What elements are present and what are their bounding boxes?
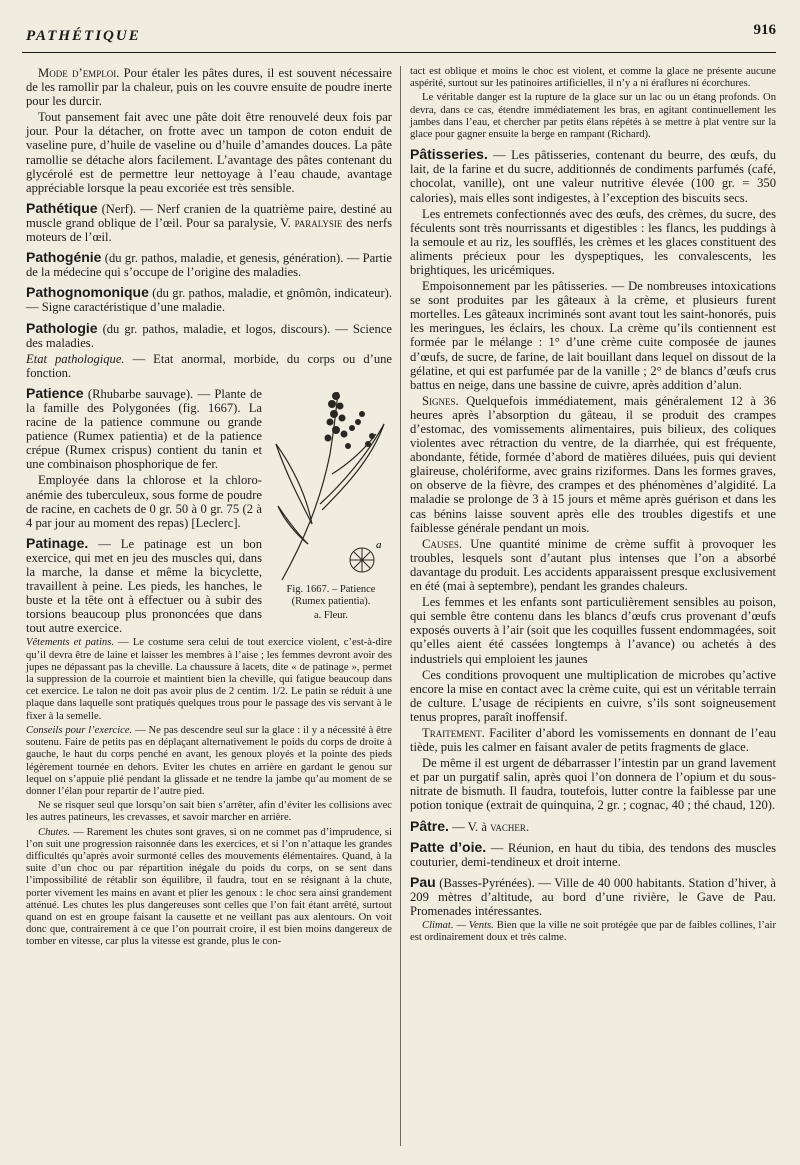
causes-paragraph-3: Ces conditions provoquent une multiplication de microbes qu’active encore la mise en contact avec la crème cuite, qui est un véritable terrain de culture. L’usage de récipients en cuivre, s’ils sont soigneusement tenus propres, paraît inoffensif. [410, 667, 776, 724]
traitement-paragraph [410, 726, 776, 754]
entry-pathetique [26, 201, 392, 244]
climat-text: Bien que la ville ne soit protégée que par de faibles collines, l’air est ordinairement doux et très calme. [410, 920, 776, 944]
conseils-paragraph-2: Ne se risquer seul que lorsqu’on sait bien s’arrêter, afin d’éviter les collisions avec les autres patineurs, les crevasses, et savoir marcher en arrière. [26, 800, 392, 824]
traitement-text: Faciliter d’abord les vomissements en donnant de l’eau tiède, puis les calmer en faisant avaler de petits fragments de glace. [410, 725, 776, 755]
entry-pathognomonique [26, 285, 392, 314]
pau-text: (Basses-Pyrénées). — Ville de 40 000 habitants. Station d’hiver, à 209 mètres d’altitude, au bord d’une rivière, le Gave de Pau. Promenades intéressantes. [410, 875, 776, 918]
headword-patre: Pâtre. [410, 817, 449, 834]
headword-pathogenie: Pathogénie [26, 249, 102, 266]
patinage-text: — Le patinage est un bon exercice, qui met en jeu des muscles qui, dans la marche, la danse et même la bicyclette, travaillent à peine. Les pieds, les hanches, le buste et la tête ont à effectuer ou à subir des torsions beaucoup plus prononcées que dans tout autre exercice. [26, 536, 262, 636]
climat-label: Climat. [422, 920, 454, 932]
headword-pathognomonique: Pathognomonique [26, 284, 149, 301]
entremets-paragraph: Les entremets confectionnés avec des œufs, des crèmes, du sucre, des féculents sont très nourrissants et digestibles : les flancs, les puddings à la semoule et au riz, les soufflés, les crèmes et les glaces constituent des aliments précieux pour les dyspeptiques, les convalescents, les brightiques, les uricémiques. [410, 206, 776, 277]
figure-caption: Fig. 1667. – Patience (Rumex patientia). [286, 583, 376, 607]
mode-emploi-text: Pour étaler les pâtes dures, il est souvent nécessaire de les ramollir par la chaleur, puis on les couvre ensuite de poudre inerte pour les durcir. [26, 66, 392, 109]
right-column [410, 66, 776, 947]
conseils-text: — Ne pas descendre seul sur la glace : il y a nécessité à être soutenu. Faire de petits pas en déplaçant alternativement le poids du corps de droite à gauche, le haut du corps penché en avant, les genoux ployés et la pointe des pieds légèrement tournée en dehors. Eviter les chutes en arrière en gardant le genou sur lequel on s’appuie plié pendant la glissade et ne tendre la jambe qu’au moment de se donner l’élan pour repartir de l’autre pied. [26, 724, 393, 797]
entry-patre [410, 819, 776, 834]
entry-pathogenie [26, 250, 392, 279]
empoisonnement-text: — De nombreuses intoxications se sont produites par les gâteaux à la crème, et plusieurs furent mortelles. Les gâteaux incriminés sont avant tout les saint-honorés, puis les meringues, les éclairs, les choux. La crème qu’ils contiennent est formée par le mélange : 1° d’une crème cuite composée de jaunes d’œufs, de sucre, de farine, de lait bouillant dans lequel on dissout de la gélatine, et qui est parfumée par de la vanille ; 2° de blancs d’œufs crus battus en neige, dans une bassine de cuivre, après addition d’alun. [410, 279, 776, 392]
chutes-label: Chutes. [38, 826, 71, 838]
causes-paragraph [410, 537, 776, 593]
causes-label: Causes. [422, 536, 463, 551]
danger-paragraph: Le véritable danger est la rupture de la glace sur un lac ou un étang profonds. On devra, dans ce cas, étendre immédiatement les bras, en agitant continuellement les jambes dans l’eau, et chercher par petits élans répétés à se mettre à plat ventre sur la glace pour gagner ensuite la berge en rampant (Richard). [410, 92, 776, 141]
column-divider [400, 66, 401, 1146]
traitement-paragraph-2: De même il est urgent de débarrasser l’intestin par un grand lavement et par un purgatif salin, après quoi l’on donnera de l’opium et du sous-nitrate de bismuth. Il faudra, toutefois, lutter contre la faiblesse par une potion tonique (extrait de quinquina, 2 gr. ; cognac, 40 ; thé chaud, 120). [410, 756, 776, 813]
conseils-paragraph [26, 725, 392, 798]
patre-text: — V. à [448, 819, 491, 834]
figure-letter-a: a [376, 538, 382, 551]
vetements-label: Vêtements et patins. [26, 637, 114, 649]
signes-text: Quelquefois immédiatement, mais généralement 12 à 36 heures après l’absorption du gâteau, il se produit des crampes d’estomac, des vomissements alimentaires, puis bilieux, des coliques violentes avec rétraction du ventre, de la diarrhée, qui est fréquente, abondante, fétide, formée d’abord de matières diluées, puis qui devient glaireuse, cholériforme, avec grains riziformes. Dans les formes graves, on observe de la fièvre, des crampes et des phénomènes d’algidité. La maladie se prolonge de 3 à 15 jours et même après guérison et dans les cas bénins laisse souvent après elle des troubles digestifs et une faiblesse générale pendant un mois. [410, 393, 776, 535]
pathetique-text: (Nerf). — Nerf cranien de la quatrième paire, destiné au muscle grand oblique de l’œil. Pour sa paralysie, V. [26, 201, 392, 230]
headword-pathetique: Pathétique [26, 199, 98, 216]
patre-cross-ref: vacher [490, 819, 526, 834]
vetements-text: — Le costume sera celui de tout exercice violent, c’est-à-dire qu’il devra être de laine et laisser les membres à l’aise ; les femmes devront avoir des jupes ne dépassant pas la cheville. La chaussure à lacets, dite « de patinage », permet la suppression de la courroie et maintient bien la cheville, qui fatigue beaucoup dans cet exercice. Le talon ne doit pas avoir plus de 2 centim. 1/2. Le patin se réduit à une plaque dans laquelle sont pratiqués quelques trous pour le passage des vis servant à le fixer à la semelle. [26, 637, 392, 722]
headword-patte-doie: Patte d’oie. [410, 838, 487, 855]
figure-subcaption: a. Fleur. [313, 609, 349, 621]
headword-patisseries: Pâtisseries. [410, 146, 488, 163]
figure-1667 [270, 384, 392, 624]
mode-emploi-paragraph [26, 66, 392, 108]
pathetique-cross-ref: paralysie [294, 215, 343, 230]
empoisonnement-paragraph [410, 279, 776, 392]
entry-patisseries [410, 147, 776, 204]
pathetique-tail: des nerfs moteurs de l’œil. [26, 215, 392, 245]
etat-text: — Etat anormal, morbide, du corps ou d’une fonction. [26, 351, 393, 380]
mode-emploi-label: Mode d’emploi. [38, 66, 120, 80]
pansement-paragraph: Tout pansement fait avec une pâte doit être renouvelé deux fois par jour. Pour la détacher, on frotte avec un tampon de coton enduit de vaseline pure, d’huile de vaseline ou d’huile d’amandes douces. La pâte ramollie se détache alors facilement. L’avantage des pâtes contenant du glycérolé est de permettre leur nettoyage à l’eau chaude, avantage appréciable lorsque la peau excoriée est très sensible. [26, 110, 392, 195]
chutes-paragraph [26, 827, 392, 949]
traitement-label: Traitement. [422, 725, 485, 740]
entry-patte-doie [410, 840, 776, 869]
etat-label: Etat pathologique. [26, 351, 125, 366]
conseils-label: Conseils pour l’exercice. [26, 724, 133, 736]
empoisonnement-label: Empoisonnement par les pâtisseries. [422, 279, 608, 294]
causes-paragraph-2: Les femmes et les enfants sont particulièrement sensibles au poison, qui semble être contenu dans les blancs d’œufs crus provenant d’œufs exposés ouverts à l’air (soit que les coquilles fussent endommagées, soit qu’elles aient été cassées longtemps à l’avance) ou achetés à des industriels qui emploient les jaunes [410, 595, 776, 666]
page-header [22, 18, 776, 53]
pathogenie-text: (du gr. pathos, maladie, et genesis, génération). — Partie de la médecine qui s’occupe de l’origine des maladies. [26, 251, 392, 280]
patience-plant-illustration [272, 384, 390, 584]
headword-pathologie: Pathologie [26, 319, 98, 336]
headword-pau: Pau [410, 873, 436, 890]
headword-patinage: Patinage. [26, 534, 89, 551]
patte-text: — Réunion, en haut du tibia, des tendons des muscles couturier, demi-tendineux et droit interne. [410, 840, 776, 869]
patre-tail: . [525, 819, 530, 834]
chutes-text: — Rarement les chutes sont graves, si on ne commet pas d’imprudence, si l’on suit une progression raisonnée dans les exercices, et si l’on n’attaque les grandes difficultés qu’après avoir surmonté celles des mouvements élémentaires. Quand, à la suite d’un choc ou par répartition inégale du poids du corps, on se sent dans l’impossibilité de rétablir son équilibre, il faudra, tout en se résignant à la chute, porter vivement les mains en avant et plier les genoux : le choc sera ainsi grandement atténué. Les chutes les plus dangereuses sont celles que l’on fait étant arrêté, surtout quand on est en groupe faisant la causette et ne veillant pas aux alentours. On voit donc que, contrairement à ce que l’on pourrait croire, il est bien moins dangereux de tomber en vitesse, car plus la vitesse est grande, plus le con- [26, 826, 392, 948]
headword-patience: Patience [26, 384, 84, 401]
chutes-continuation: tact est oblique et moins le choc est violent, et comme la glace ne présente aucune aspérité, surtout sur les patinoires artificielles, il n’y a ni éraflures ni écorchures. [410, 66, 776, 90]
signes-label: Signes. [422, 393, 459, 408]
running-head: PATHÉTIQUE [26, 28, 141, 44]
pathologie-text: (du gr. pathos, maladie, et logos, discours). — Science des maladies. [26, 321, 392, 350]
etat-pathologique [26, 352, 392, 380]
patisseries-text: — Les pâtisseries, contenant du beurre, des œufs, du lait, de la farine et du sucre, additionnés de condiments parfumés (café, chocolat, vanille), ont une valeur nutritive élevée (100 gr. = 350 calories), mais elles sont indigestes, à l’exception des biscuits secs. [410, 148, 776, 205]
vetements-paragraph [26, 637, 392, 722]
entry-pathologie [26, 321, 392, 350]
patience-text: (Rhubarbe sauvage). — Plante de la famille des Polygonées (fig. 1667). La racine de la patience commune ou grande patience (Rumex patientia) et de la patience crépue (Rumex crispus) contient du tanin et une combinaison phosphorique de fer. [26, 386, 262, 472]
climat-vents: — Vents. [453, 920, 494, 932]
left-column [26, 66, 392, 951]
signes-paragraph [410, 394, 776, 535]
pathognomonique-text: (du gr. pathos, maladie, et gnômôn, indicateur). — Signe caractéristique d’une maladie. [26, 286, 392, 315]
climat-paragraph [410, 920, 776, 944]
patience-usage: Employée dans la chlorose et la chloro-anémie des tuberculeux, sous forme de poudre de racine, en cachets de 0 gr. 50 à 0 gr. 75 (2 à 4 par jour au moment des repas) [Leclerc]. [26, 473, 262, 530]
causes-text: Une quantité minime de crème suffit à provoquer les troubles, lesquels sont d’autant plus intenses que l’on a absorbé davantage du produit. Les accidents apparaissent presque exclusivement en été (mai à septembre), pendant les grandes chaleurs. [410, 536, 776, 594]
page-number: 916 [753, 22, 776, 38]
entry-pau [410, 875, 776, 918]
